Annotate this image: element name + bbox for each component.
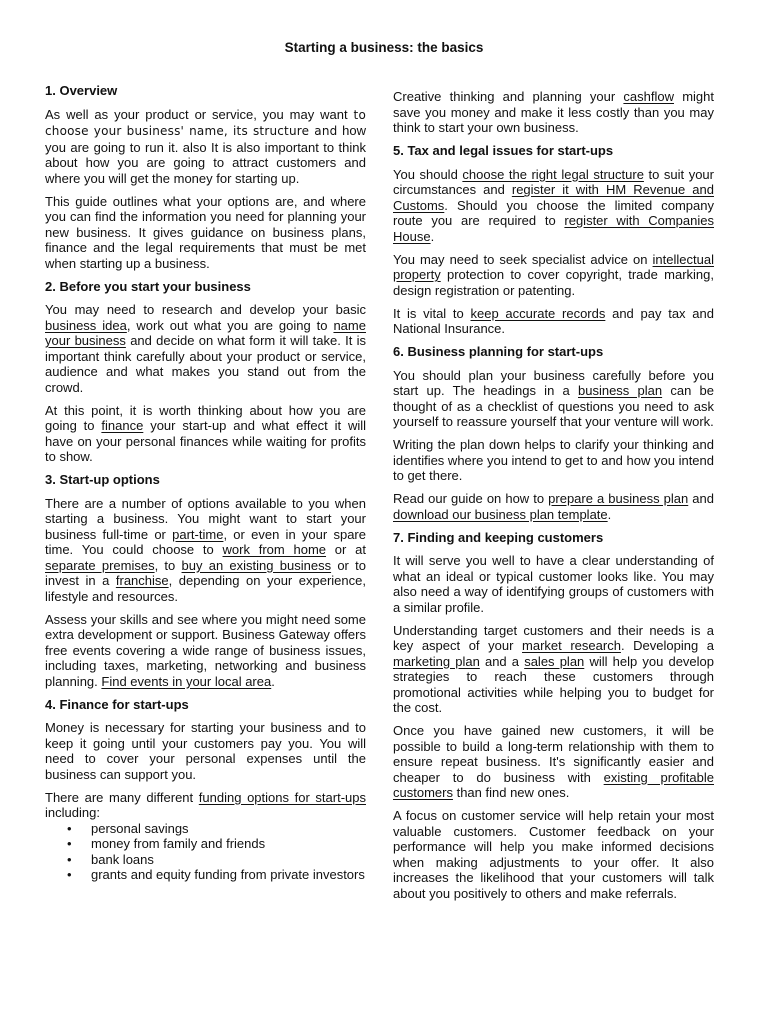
link-legal-structure[interactable]: choose the right legal structure: [462, 166, 644, 182]
tax-legal-paragraph-3: [393, 306, 714, 337]
link-sales-plan[interactable]: sales plan: [524, 653, 585, 669]
link-work-from-home[interactable]: work from home: [222, 542, 327, 557]
list-item: • money from family and friends: [91, 836, 366, 852]
link-name-your-business[interactable]: name your business: [45, 317, 366, 348]
left-column: [45, 83, 366, 883]
paragraph-text: can be thought of as a checklist of questions you need to ask yourself to reassure yourself that your venture will work.: [393, 383, 714, 429]
paragraph-text: will help you develop strategies to reach these customers through promotional activities while helping you to budget for the cost.: [393, 653, 714, 715]
paragraph-text: might save you money and make it less costly than you may think to start your own business.: [393, 89, 714, 135]
link-funding-options[interactable]: funding options for start-ups: [198, 789, 366, 805]
link-prepare-business-plan[interactable]: prepare a business plan: [548, 491, 689, 506]
link-register-hmrc[interactable]: register it with HM Revenue and Customs: [393, 182, 714, 213]
paragraph-text: and: [692, 491, 714, 506]
link-business-plan[interactable]: business plan: [578, 383, 663, 398]
paragraph-text: It is vital to: [393, 305, 464, 321]
overview-paragraph-1: [45, 107, 366, 187]
planning-paragraph-2: Writing the plan down helps to clarify your thinking and identifies where you intend to get to and how you intend to get there.: [393, 437, 714, 483]
paragraph-text: You may need to seek specialist advice on: [393, 251, 648, 267]
customers-paragraph-2: [393, 623, 714, 716]
paragraph-text: You may need to research and develop your basic: [45, 302, 366, 317]
startup-options-paragraph-1: [45, 496, 366, 605]
link-intellectual-property[interactable]: intellectual property: [393, 251, 714, 282]
before-start-paragraph-2: [45, 403, 366, 465]
planning-paragraph-3: [393, 491, 714, 522]
paragraph-text: .: [607, 506, 612, 522]
link-keep-records[interactable]: keep accurate records: [470, 305, 606, 321]
link-download-template[interactable]: download our business plan template: [393, 506, 608, 522]
link-cashflow[interactable]: cashflow: [623, 89, 674, 104]
startup-options-paragraph-2: [45, 612, 366, 690]
paragraph-text: protection to cover copyright, trade marking, design registration or patenting.: [393, 267, 714, 298]
planning-paragraph-1: [393, 368, 714, 430]
link-part-time[interactable]: part-time: [172, 526, 224, 542]
overview-text: how you are going to run it. also It is also important to think about how you are going to attract customers and where you will get the money for starting up.: [45, 123, 366, 186]
link-marketing-plan[interactable]: marketing plan: [393, 653, 480, 669]
paragraph-text: At this point, it is worth thinking about how you are going to: [45, 402, 366, 433]
customers-paragraph-3: [393, 723, 714, 801]
paragraph-text: than find new ones.: [456, 785, 570, 800]
list-item: • grants and equity funding from private investors: [91, 867, 366, 883]
link-business-idea[interactable]: business idea: [45, 317, 127, 333]
paragraph-text: to suit your circumstances and: [393, 166, 714, 197]
heading-overview: 1. Overview: [45, 83, 118, 98]
paragraph-text: There are a number of options available to you when starting a business. You might want to start your business full-time or: [45, 495, 366, 542]
paragraph-text: .: [271, 673, 275, 689]
link-finance[interactable]: finance: [101, 418, 144, 433]
link-franchise[interactable]: franchise: [115, 573, 169, 588]
tax-legal-paragraph-2: [393, 252, 714, 299]
tax-legal-paragraph-1: [393, 167, 714, 245]
paragraph-text: or at: [334, 542, 366, 557]
link-buy-existing-business[interactable]: buy an existing business: [181, 557, 332, 573]
finance-paragraph-2: [45, 790, 366, 821]
paragraph-text: Assess your skills and see where you might need some extra development or support. Business Gateway offers free events covering a wide range of business issues, including taxes, marketing, networking and business planning.: [45, 611, 366, 689]
finance-paragraph-1: Money is necessary for starting your business and to keep it going until your customers pay you. You will need to cover your personal expenses until the business can support you.: [45, 720, 366, 782]
link-find-events[interactable]: Find events in your local area: [101, 673, 272, 689]
paragraph-text: or to invest in a: [45, 557, 366, 588]
link-market-research[interactable]: market research: [522, 638, 621, 653]
before-start-paragraph-1: [45, 302, 366, 395]
paragraph-text: There are many different: [45, 789, 194, 805]
paragraph-text: .: [430, 228, 435, 244]
paragraph-text: You should: [393, 166, 458, 182]
overview-text-mono: to choose your business' name, its structure and: [45, 107, 366, 138]
paragraph-text: including:: [45, 805, 100, 820]
heading-customers: 7. Finding and keeping customers: [393, 529, 604, 545]
funding-list: [45, 821, 366, 883]
paragraph-text: You should plan your business carefully before you start up. The headings in a: [393, 367, 714, 398]
list-item: • personal savings: [91, 821, 366, 837]
paragraph-text: Understanding target customers and their needs is a key aspect of your: [393, 622, 714, 653]
link-existing-customers[interactable]: existing profitable customers: [393, 769, 714, 800]
heading-startup-options: 3. Start-up options: [45, 472, 160, 487]
paragraph-text: Once you have gained new customers, it will be possible to build a long-term relationship with them to ensure repeat business. It's significantly easier and cheaper to do business with: [393, 723, 714, 785]
list-item: • bank loans: [91, 852, 366, 868]
paragraph-text: . Developing a: [620, 638, 714, 653]
paragraph-text: Read our guide on how to: [393, 491, 545, 506]
paragraph-text: and decide on what form it will take. It is important think carefully about your product or service, audience and what makes you stand out from the crowd.: [45, 333, 366, 395]
document-title: Starting a business: the basics: [284, 40, 484, 55]
overview-paragraph-2: This guide outlines what your options are, and where you can find the information you need for planning your new business. It gives guidance on business plans, finance and the legal requirements that must be met when starting up a business.: [45, 193, 366, 271]
heading-before-start: 2. Before you start your business: [45, 278, 251, 294]
finance-continued-paragraph: [393, 89, 714, 136]
heading-tax-legal: 5. Tax and legal issues for start-ups: [393, 143, 614, 158]
paragraph-text: , to: [154, 557, 176, 573]
customers-paragraph-4: A focus on customer service will help retain your most valuable customers. Customer feedback on your performance will help you make informed decisions when making adjustments to your offer. It also increases the likelihood that your customers will talk about you positively to others and make referrals.: [393, 808, 714, 901]
link-separate-premises[interactable]: separate premises: [45, 557, 155, 573]
heading-business-planning: 6. Business planning for start-ups: [393, 344, 604, 359]
paragraph-text: , work out what you are going to: [126, 317, 328, 333]
paragraph-text: . Should you choose the limited company route you are required to: [393, 197, 714, 228]
paragraph-text: and pay tax and National Insurance.: [393, 305, 714, 336]
link-register-companies-house[interactable]: register with Companies House: [393, 213, 714, 244]
customers-paragraph-1: It will serve you well to have a clear understanding of what an ideal or typical customer looks like. You may also need a way of identifying groups of customers with a similar profile.: [393, 553, 714, 615]
paragraph-text: your start-up and what effect it will have on your personal finances while waiting for profits to show.: [45, 418, 366, 464]
right-column: [393, 89, 714, 909]
heading-finance: 4. Finance for start-ups: [45, 696, 189, 712]
paragraph-text: and a: [484, 653, 520, 669]
paragraph-text: , or even in your spare time. You could choose to: [45, 526, 366, 557]
paragraph-text: Creative thinking and planning your: [393, 89, 616, 104]
paragraph-text: , depending on your experience, lifestyle and resources.: [45, 573, 366, 604]
overview-text: As well as your product or service, you may want: [45, 106, 348, 122]
